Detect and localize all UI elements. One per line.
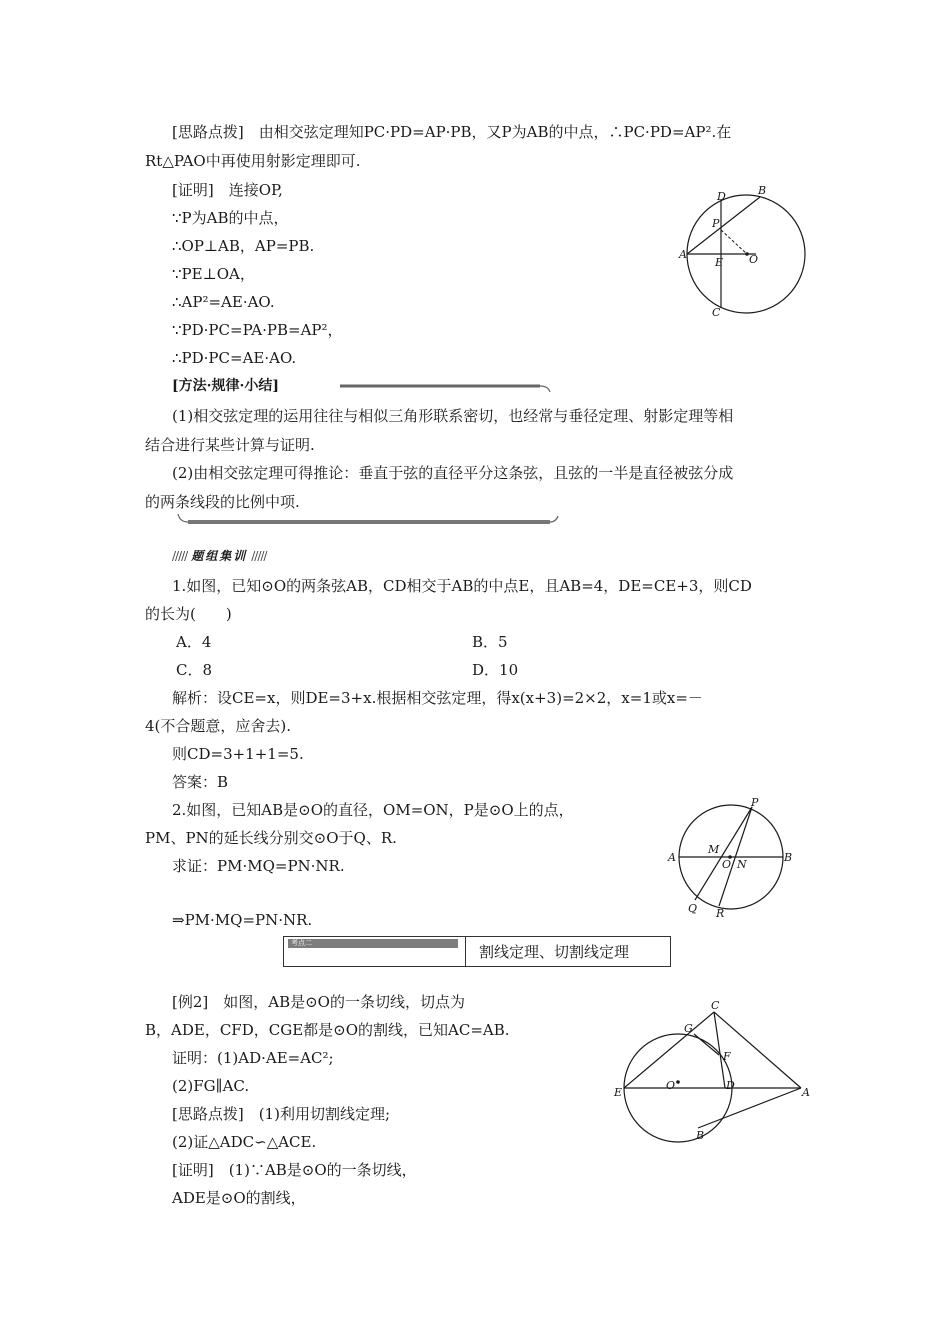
label-E: E xyxy=(715,256,724,269)
hint-line-2: Rt△PAO中再使用射影定理即可. xyxy=(145,152,361,170)
label-A: A xyxy=(802,1086,810,1099)
figure-diameter-circle xyxy=(662,798,802,918)
hint-line-1: [思路点拨] 由相交弦定理知PC·PD=AP·PB，又P为AB的中点，∴PC·PD=AP².在 xyxy=(172,123,732,141)
figure-chord-circle xyxy=(676,182,816,322)
ex2-line: 证明：(1)AD·AE=AC²; xyxy=(172,1049,334,1067)
label-B: B xyxy=(784,851,793,864)
label-B: B xyxy=(758,184,767,197)
label-N: N xyxy=(737,858,747,871)
ex2-line: [例2] 如图，AB是⊙O的一条切线，切点为 xyxy=(172,993,465,1011)
ex2-line: B，ADE，CFD，CGE都是⊙O的割线，已知AC=AB. xyxy=(145,1021,510,1039)
q1-line-2: 的长为( ) xyxy=(145,605,232,623)
label-F: F xyxy=(723,1050,731,1063)
label-R: R xyxy=(716,907,725,920)
q1-option-a: A．4 xyxy=(176,633,212,651)
label-C: C xyxy=(711,999,720,1012)
summary-top-bar xyxy=(340,382,554,394)
summary-line: 的两条线段的比例中项. xyxy=(145,493,300,511)
exercise-title: 题组集训 xyxy=(191,549,248,563)
label-B: B xyxy=(696,1129,705,1142)
label-D: D xyxy=(717,190,726,203)
proof-line: ∴PD·PC=AE·AO. xyxy=(172,349,297,367)
figure-secant-tangent xyxy=(612,998,818,1144)
section-title: 割线定理、切割线定理 xyxy=(479,943,630,961)
summary-title: [方法·规律·小结] xyxy=(172,378,279,394)
label-O: O xyxy=(666,1079,676,1092)
ex2-line: (2)FG∥AC. xyxy=(172,1077,250,1095)
ex2-line: (2)证△ADC∽△ACE. xyxy=(172,1133,317,1151)
q1-line-1: 1.如图，已知⊙O的两条弦AB，CD相交于AB的中点E，且AB=4，DE=CE+3，则CD xyxy=(172,577,752,595)
heading-divider xyxy=(465,937,466,966)
label-A: A xyxy=(668,851,676,864)
ex2-line: [思路点拨] (1)利用切割线定理; xyxy=(172,1105,391,1123)
summary-line: 结合进行某些计算与证明. xyxy=(145,436,315,454)
label-M: M xyxy=(708,843,720,856)
ex2-line: [证明] (1)∵AB是⊙O的一条切线， xyxy=(172,1161,417,1179)
ex2-line: ADE是⊙O的割线， xyxy=(172,1189,306,1207)
proof-line: ∵P为AB的中点， xyxy=(172,209,289,227)
q2-line-3: 求证：PM·MQ=PN·NR. xyxy=(172,857,345,875)
q1-option-d: D．10 xyxy=(472,661,519,679)
label-G: G xyxy=(684,1022,693,1035)
label-Q: Q xyxy=(688,902,698,915)
label-C: C xyxy=(712,306,721,319)
q2-line-1: 2.如图，已知AB是⊙O的直径，OM=ON，P是⊙O上的点， xyxy=(172,801,574,819)
q1-option-c: C．8 xyxy=(176,661,213,679)
q1-solution-3: 则CD=3+1+1=5. xyxy=(172,745,304,763)
proof-line: ∴OP⊥AB，AP=PB. xyxy=(172,237,315,255)
q1-solution-1: 解析：设CE=x，则DE=3+x.根据相交弦定理，得x(x+3)=2×2，x=1或x=－ xyxy=(172,689,703,707)
exercise-header: ///// 题组集训 ///// xyxy=(172,549,267,563)
summary-line: (1)相交弦定理的运用往往与相似三角形联系密切，也经常与垂径定理、射影定理等相 xyxy=(172,407,734,425)
q1-answer: 答案：B xyxy=(172,773,229,791)
proof-line: ∴AP²=AE·AO. xyxy=(172,293,275,311)
summary-bottom-bar xyxy=(176,512,560,528)
section-heading xyxy=(283,936,671,967)
label-D: D xyxy=(726,1079,735,1092)
label-P: P xyxy=(751,796,759,809)
proof-line: [证明] 连接OP, xyxy=(172,181,283,199)
q1-option-b: B．5 xyxy=(472,633,508,651)
label-A: A xyxy=(679,248,687,261)
summary-line: (2)由相交弦定理可得推论：垂直于弦的直径平分这条弦，且弦的一半是直径被弦分成 xyxy=(172,464,734,482)
label-P: P xyxy=(712,217,720,230)
label-E: E xyxy=(614,1086,623,1099)
proof-line: ∵PD·PC=PA·PB=AP²， xyxy=(172,321,343,339)
label-O: O xyxy=(749,253,759,266)
q1-solution-2: 4(不合题意，应舍去). xyxy=(145,717,292,735)
label-O: O xyxy=(722,858,732,871)
q2-line-4: ⇒PM·MQ=PN·NR. xyxy=(172,911,313,929)
proof-line: ∵PE⊥OA， xyxy=(172,265,255,283)
section-tag: 考点二 xyxy=(288,939,458,948)
q2-line-2: PM、PN的延长线分别交⊙O于Q、R. xyxy=(145,829,397,847)
